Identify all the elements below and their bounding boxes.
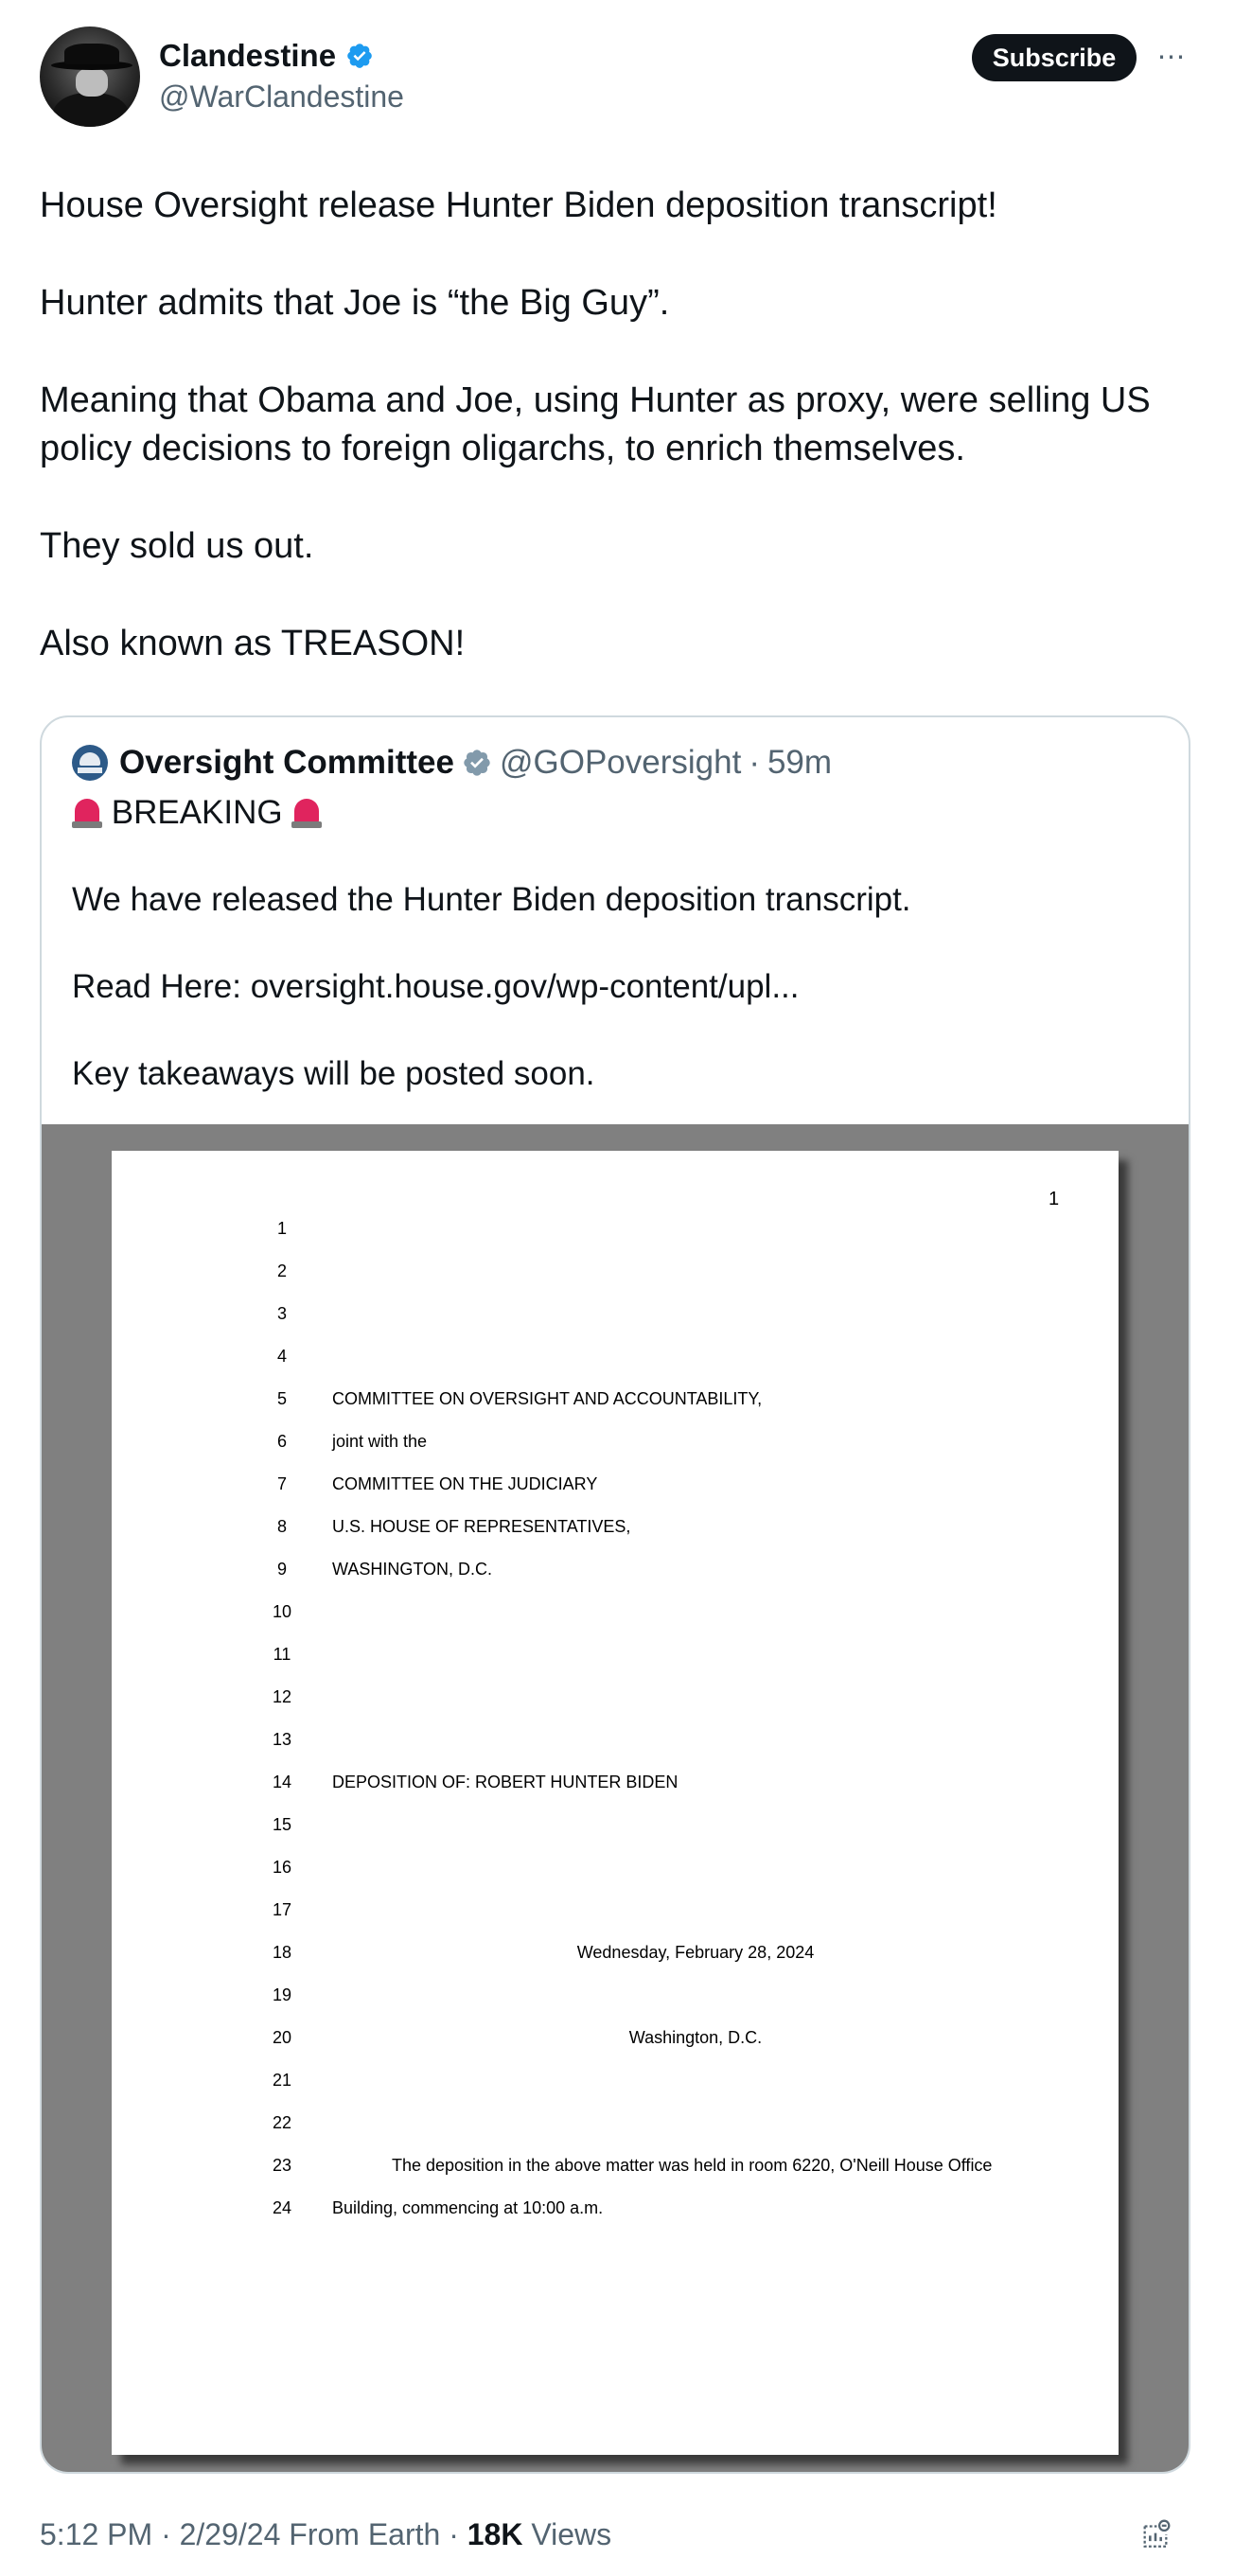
tweet-paragraph: Also known as TREASON! (40, 624, 466, 663)
breaking-line (72, 791, 1160, 835)
quoted-tweet-text (72, 791, 1160, 1139)
rotating-light-icon (291, 795, 322, 829)
line-number: 10 (272, 1602, 292, 1621)
transcript-line (112, 1943, 1119, 1985)
rotating-light-icon (72, 795, 102, 829)
more-options-icon[interactable]: ⋯ (1156, 41, 1187, 73)
line-text: DEPOSITION OF: ROBERT HUNTER BIDEN (332, 1773, 679, 1791)
author-name[interactable]: Clandestine (159, 38, 337, 73)
transcript-line (112, 1560, 1119, 1602)
tweet-paragraph: They sold us out. (40, 526, 314, 566)
transcript-line (112, 2028, 1119, 2071)
line-number: 17 (272, 1900, 292, 1919)
author-name-row[interactable] (159, 38, 374, 74)
line-text: Washington, D.C. (628, 2028, 763, 2047)
line-number: 2 (276, 1262, 287, 1280)
analytics-icon[interactable] (1139, 2517, 1172, 2551)
transcript-line (112, 1815, 1119, 1858)
transcript-line (112, 1730, 1119, 1773)
transcript-line (112, 1985, 1119, 2028)
line-number: 4 (276, 1347, 287, 1366)
quoted-tweet[interactable] (40, 715, 1190, 2474)
transcript-line (112, 1773, 1119, 1815)
views-count: 18K (467, 2517, 523, 2551)
transcript-line (112, 1389, 1119, 1432)
line-number: 24 (272, 2198, 292, 2217)
line-number: 20 (272, 2028, 292, 2047)
gray-verified-badge-icon (462, 748, 492, 778)
transcript-line (112, 1900, 1119, 1943)
line-text: U.S. HOUSE OF REPRESENTATIVES, (332, 1517, 631, 1536)
separator-dot: · (449, 2517, 459, 2551)
separator-dot: · (161, 2517, 171, 2551)
author-handle[interactable]: @WarClandestine (159, 79, 404, 114)
line-number: 9 (276, 1560, 287, 1579)
transcript-line (112, 2071, 1119, 2113)
line-number: 16 (272, 1858, 292, 1877)
quoted-author-name[interactable]: Oversight Committee (119, 744, 454, 781)
tweet-paragraph: Hunter admits that Joe is “the Big Guy”. (40, 283, 670, 323)
subscribe-button[interactable]: Subscribe (972, 34, 1137, 81)
tweet-footer (40, 2517, 1194, 2552)
line-number: 7 (276, 1474, 287, 1493)
tweet-date[interactable]: 2/29/24 (179, 2517, 281, 2551)
line-number: 19 (272, 1985, 292, 2004)
tweet-time[interactable]: 5:12 PM (40, 2517, 153, 2551)
line-text: Wednesday, February 28, 2024 (576, 1943, 815, 1962)
breaking-label: BREAKING (111, 794, 283, 831)
line-number: 12 (272, 1687, 292, 1706)
line-text: Building, commencing at 10:00 a.m. (332, 2198, 604, 2217)
tweet-paragraph: House Oversight release Hunter Biden deposition transcript! (40, 185, 997, 225)
line-text: joint with the (332, 1432, 428, 1451)
tweet-source: From Earth (289, 2517, 441, 2551)
line-number: 3 (276, 1304, 287, 1323)
transcript-line (112, 1517, 1119, 1560)
verified-badge-icon (345, 42, 374, 70)
transcript-line (112, 1347, 1119, 1389)
tweet-header (40, 26, 1194, 131)
line-text: COMMITTEE ON OVERSIGHT AND ACCOUNTABILITY, (332, 1389, 763, 1408)
transcript-line (112, 1262, 1119, 1304)
tweet-paragraph: Meaning that Obama and Joe, using Hunter as proxy, were selling US policy decisions to foreign oligarchs, to enrich themselves. (40, 380, 1151, 468)
transcript-line (112, 2156, 1119, 2198)
separator-dot: · (749, 744, 760, 781)
transcript-page (112, 1151, 1119, 2455)
transcript-line (112, 2113, 1119, 2156)
transcript-line (112, 1858, 1119, 1900)
line-number: 1 (276, 1219, 287, 1238)
transcript-line (112, 1687, 1119, 1730)
oversight-logo-icon[interactable] (72, 745, 108, 781)
transcript-line (112, 1304, 1119, 1347)
line-text: COMMITTEE ON THE JUDICIARY (332, 1474, 598, 1493)
transcript-line (112, 1474, 1119, 1517)
line-number: 8 (276, 1517, 287, 1536)
quoted-link-paragraph[interactable]: Read Here: oversight.house.gov/wp-content/upl... (72, 968, 800, 1005)
line-text: WASHINGTON, D.C. (332, 1560, 493, 1579)
tweet-text (40, 182, 1194, 717)
line-number: 14 (272, 1773, 292, 1791)
transcript-line (112, 1602, 1119, 1645)
views-label: Views (531, 2517, 612, 2551)
line-number: 5 (276, 1389, 287, 1408)
line-number: 11 (273, 1645, 291, 1664)
line-number: 23 (272, 2156, 292, 2175)
line-number: 22 (272, 2113, 292, 2132)
line-number: 13 (272, 1730, 292, 1749)
document-image[interactable] (42, 1124, 1189, 2472)
line-text: The deposition in the above matter was held in room 6220, O'Neill House Office (392, 2156, 993, 2175)
transcript-line (112, 2198, 1119, 2241)
page-number: 1 (1049, 1189, 1060, 1209)
transcript-line (112, 1645, 1119, 1687)
transcript-line (112, 1432, 1119, 1474)
quoted-paragraph: Key takeaways will be posted soon. (72, 1055, 595, 1092)
quoted-author-handle[interactable]: @GOPoversight (499, 744, 742, 781)
transcript-line (112, 1219, 1119, 1262)
line-number: 18 (272, 1943, 292, 1962)
author-avatar[interactable] (40, 26, 140, 127)
quoted-tweet-header (72, 744, 832, 782)
quoted-paragraph: We have released the Hunter Biden deposition transcript. (72, 881, 911, 918)
line-number: 15 (272, 1815, 292, 1834)
quoted-tweet-time[interactable]: 59m (767, 744, 833, 781)
line-number: 6 (276, 1432, 287, 1451)
line-number: 21 (272, 2071, 292, 2090)
